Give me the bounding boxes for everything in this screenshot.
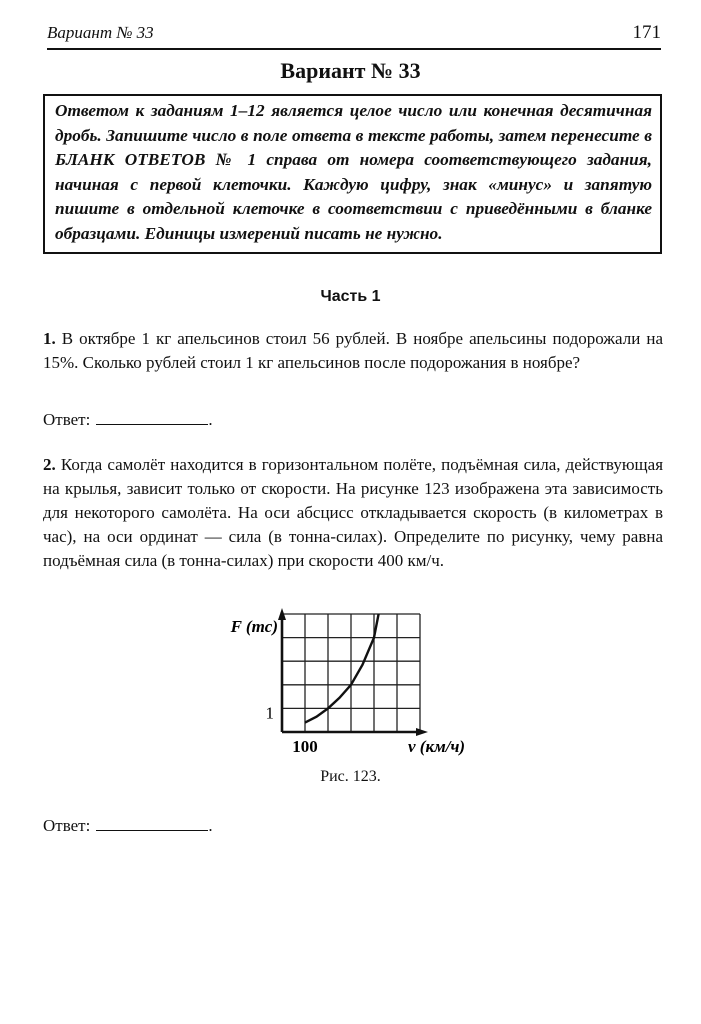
y-axis-label: F (тс) bbox=[230, 617, 278, 636]
answer-blank[interactable] bbox=[96, 816, 208, 831]
y-tick-label: 1 bbox=[265, 703, 274, 723]
page-title: Вариант № 33 bbox=[280, 58, 421, 83]
part-title: Часть 1 bbox=[320, 288, 381, 305]
task-number: 1. bbox=[43, 329, 56, 348]
answer-field-1: Ответ: . bbox=[43, 410, 213, 429]
x-tick-label: 100 bbox=[292, 737, 318, 756]
answer-label: Ответ: bbox=[43, 816, 91, 835]
x-axis-label: v (км/ч) bbox=[408, 737, 466, 756]
figure-caption: Рис. 123. bbox=[320, 768, 381, 785]
task-number: 2. bbox=[43, 455, 56, 474]
page-number: 171 bbox=[632, 22, 661, 43]
answer-label: Ответ: bbox=[43, 410, 91, 429]
task-text: Когда самолёт находится в горизонтальном полёте, подъёмная сила, действующая на крылья, зависит только от скорости. На рисунке 123 изображена эта зависимость для некоторого самолёта. На оси абсцисс откладывается скорость (в километрах в час), на оси ординат — сила (в тонна-силах). Определите по рисунку, чему равна подъёмная сила (в тонна-силах) при скорости 400 км/ч. bbox=[43, 455, 664, 570]
chart-grid bbox=[282, 614, 420, 732]
lift-force-curve bbox=[305, 614, 379, 723]
x-axis-arrow-icon bbox=[416, 728, 428, 736]
answer-field-2: Ответ: . bbox=[43, 816, 213, 835]
chart-axes bbox=[278, 608, 428, 736]
running-header-title: Вариант № 33 bbox=[47, 23, 154, 42]
task-text: В октябре 1 кг апельсинов стоил 56 рублей. В ноябре апельсины подорожали на 15%. Сколько рублей стоил 1 кг апельсинов после подорожания в ноябре? bbox=[43, 329, 663, 372]
instructions-box: Ответом к заданиям 1–12 является целое число или конечная десятичная дробь. Запишите число в поле ответа в тексте работы, затем перенесите в БЛАНК ОТВЕТОВ № 1 справа от номера соответствующего задания, начиная с первой клеточки. Каждую цифру, знак «минус» и запятую пишите в отдельной клеточке в соответствии с приведёнными в бланке образцами. Единицы измерений писать не нужно. bbox=[43, 94, 662, 254]
